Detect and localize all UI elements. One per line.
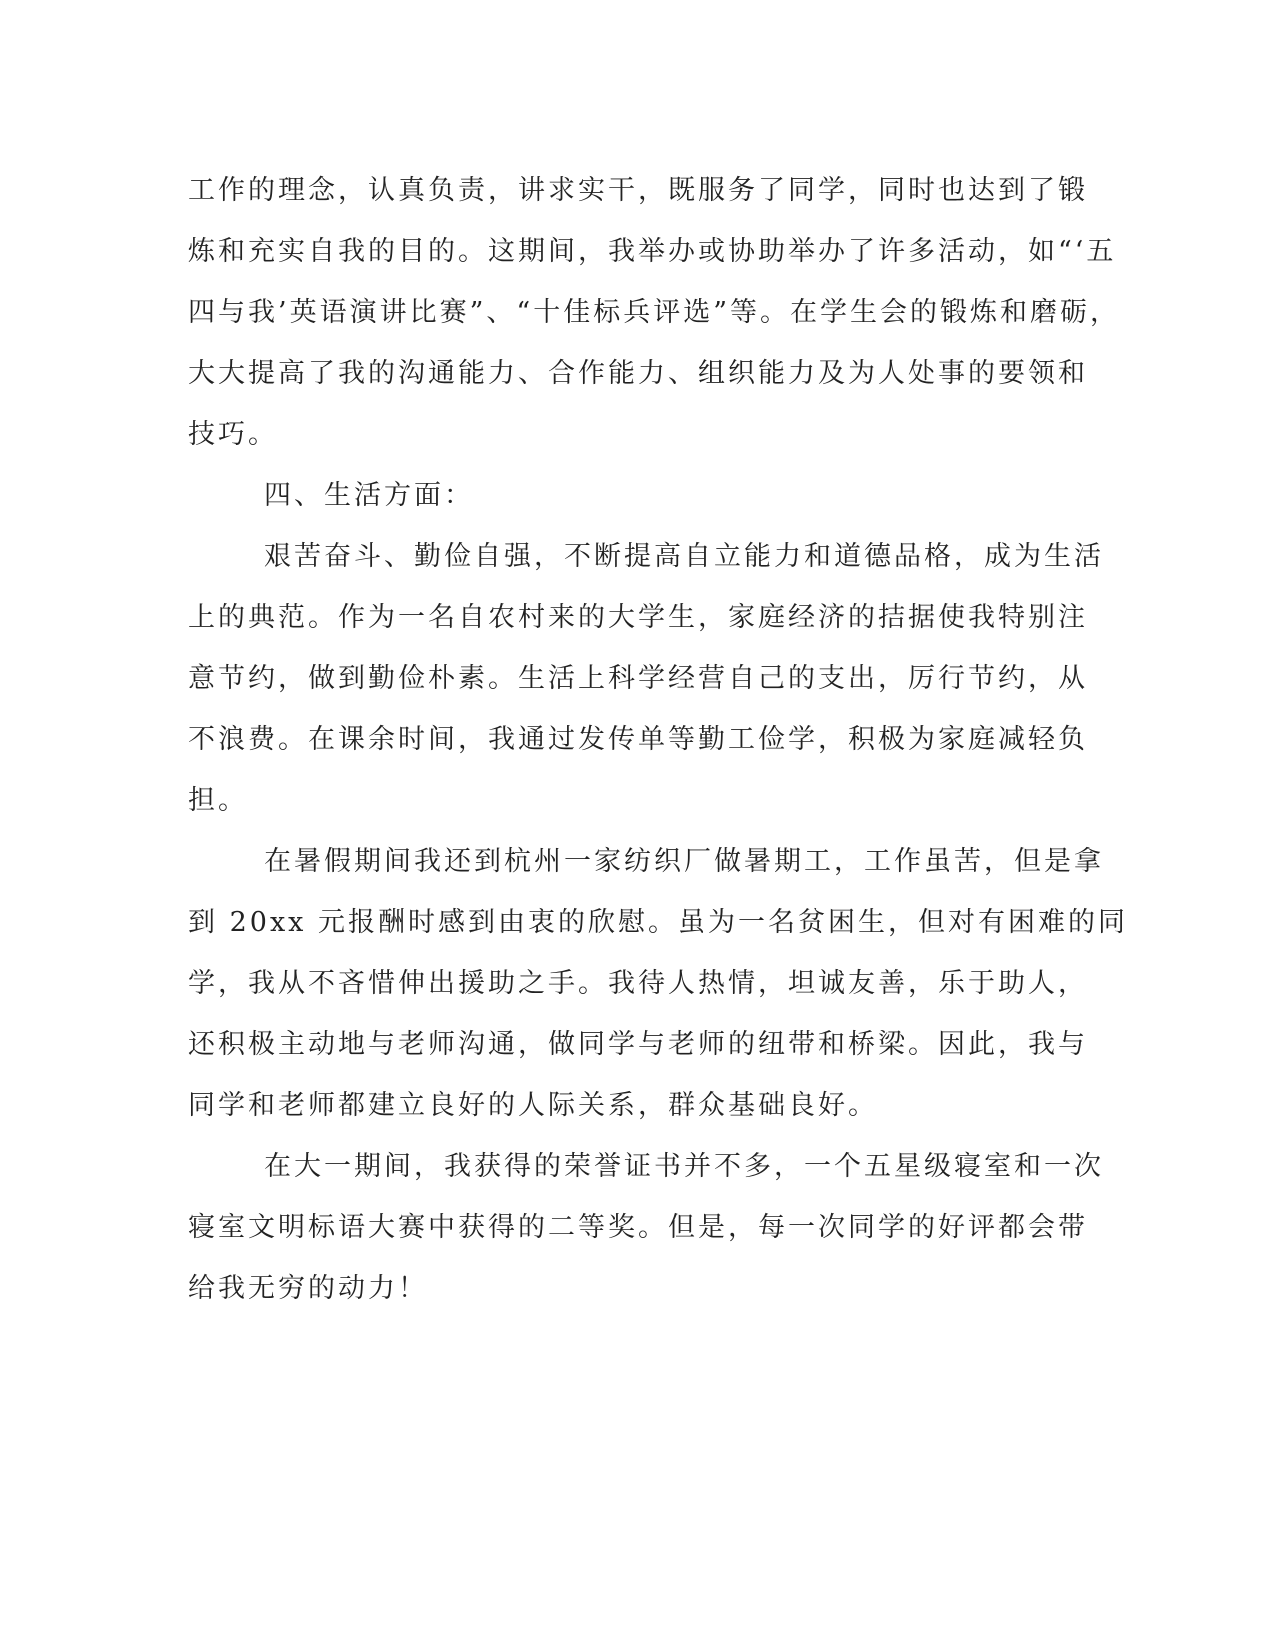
text-line: 艰苦奋斗、勤俭自强，不断提高自立能力和道德品格，成为生活 (264, 541, 1104, 572)
text-line: 炼和充实自我的目的。这期间，我举办或协助举办了许多活动，如“‘五 (188, 236, 1117, 267)
text-line: 工作的理念，认真负责，讲求实干，既服务了同学，同时也达到了锻 (188, 175, 1088, 206)
document-body (188, 160, 1128, 1319)
text-line: 技巧。 (188, 419, 278, 450)
text-line: 不浪费。在课余时间，我通过发传单等勤工俭学，积极为家庭减轻负 (188, 724, 1088, 755)
text-line: 四与我’英语演讲比赛”、“十佳标兵评选”等。在学生会的锻炼和磨砺， (188, 297, 1120, 328)
text-line: 上的典范。作为一名自农村来的大学生，家庭经济的拮据使我特别注 (188, 602, 1088, 633)
text-line: 还积极主动地与老师沟通，做同学与老师的纽带和桥梁。因此，我与 (188, 1029, 1088, 1060)
text-line: 意节约，做到勤俭朴素。生活上科学经营自己的支出，厉行节约，从 (188, 663, 1088, 694)
section-heading: 四、生活方面： (264, 480, 474, 511)
text-line: 给我无穷的动力！ (188, 1273, 428, 1304)
text-line: 学，我从不吝惜伸出援助之手。我待人热情，坦诚友善，乐于助人， (188, 968, 1088, 999)
text-line: 到 20xx 元报酬时感到由衷的欣慰。虽为一名贫困生，但对有困难的同 (188, 907, 1128, 938)
text-line: 在暑假期间我还到杭州一家纺织厂做暑期工，工作虽苦，但是拿 (264, 846, 1104, 877)
text-line: 在大一期间，我获得的荣誉证书并不多，一个五星级寝室和一次 (264, 1151, 1104, 1182)
text-line: 大大提高了我的沟通能力、合作能力、组织能力及为人处事的要领和 (188, 358, 1088, 389)
text-line: 同学和老师都建立良好的人际关系，群众基础良好。 (188, 1090, 878, 1121)
text-line: 担。 (188, 785, 248, 816)
text-line: 寝室文明标语大赛中获得的二等奖。但是，每一次同学的好评都会带 (188, 1212, 1088, 1243)
